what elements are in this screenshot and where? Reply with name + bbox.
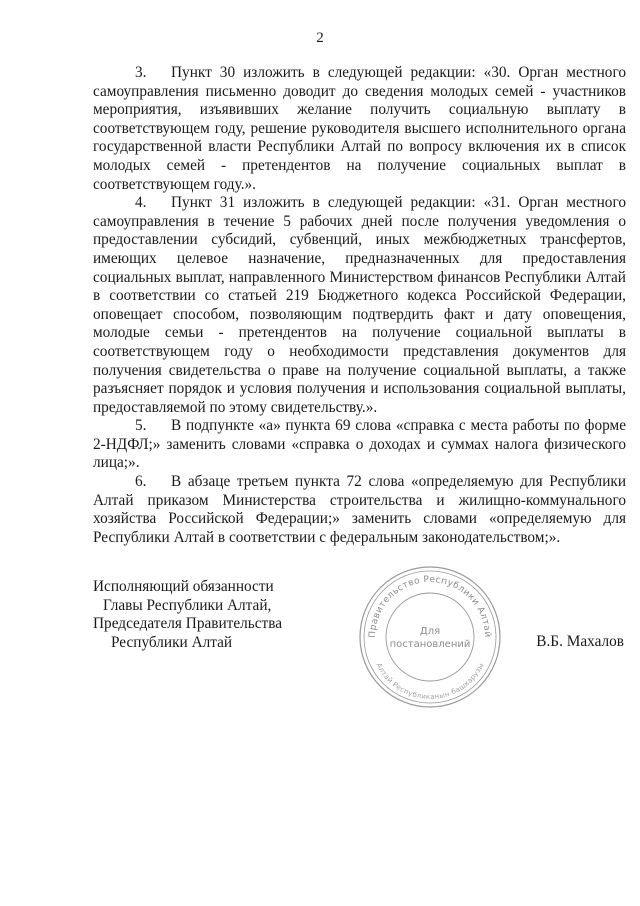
list-item xyxy=(93,473,626,547)
stamp-center-line: Для xyxy=(419,626,441,637)
signer-name: В.Б. Махалов xyxy=(536,633,624,650)
item-number: 6. xyxy=(135,473,147,491)
item-text: В подпункте «а» пункта 69 слова «справка с места работы по форме 2-НДФЛ;» заменить словами «справка о доходах и суммах налога физического лица;». xyxy=(93,417,626,472)
list-item xyxy=(93,194,626,417)
signature-block xyxy=(93,578,282,652)
item-text: Пункт 30 изложить в следующей редакции: «30. Орган местного самоуправления письменно доводит до сведения молодых семей - участников мероприятия, изъявивших желание получить социальную выплату в соответствующем году, решение руководителя высшего исполнительного органа государственной власти Республики Алтай по вопросу включения их в список молодых семей - претендентов на получение социальных выплат в соответствующем году.». xyxy=(93,64,626,193)
item-number: 3. xyxy=(135,64,147,81)
signer-position-line: Исполняющий обязанности xyxy=(93,578,274,595)
item-text: Пункт 31 изложить в следующей редакции: «31. Орган местного самоуправления в течение 5 рабочих дней после получения уведомления о предоставлении субсидий, субвенций, иных межбюджетных трансфертов, имеющих целевое назначение, предназначенных для предоставления социальных выплат, направленного Министерством финансов Республики Алтай в соответствии со статьей 219 Бюджетного кодекса Российской Федерации, оповещает способом, позволяющим подтвердить факт и дату оповещения, молодые семьи - претендентов на получение социальной выплаты в соответствующем году о необходимости представления документов для получения свидетельства о праве на получение социальной выплаты, а также разъясняет порядок и условия получения и использования социальной выплаты, предоставляемой по этому свидетельству.». xyxy=(93,194,626,416)
item-number: 4. xyxy=(135,194,147,212)
signer-position-line: Главы Республики Алтай, xyxy=(103,596,272,614)
page-number: 2 xyxy=(316,30,324,46)
signer-position-line: Республики Алтай xyxy=(111,633,233,651)
signer-position-line: Председателя Правительства xyxy=(93,615,283,633)
stamp-lower-text: Алтай Республиканын башкарузы xyxy=(374,661,486,702)
stamp-outer-text: Правительство Республики Алтай xyxy=(367,574,493,638)
document-body xyxy=(93,64,626,547)
list-item xyxy=(93,417,626,473)
list-item xyxy=(93,64,626,194)
stamp-center-line: постановлений xyxy=(389,639,471,650)
item-text: В абзаце третьем пункта 72 слова «определяемую для Республики Алтай приказом Министерства строительства и жилищно-коммунального хозяйства Российской Федерации;» заменить словами «определяемую для Республики Алтай в соответствии с федеральным законодательством;». xyxy=(93,473,626,546)
item-number: 5. xyxy=(135,417,147,435)
official-stamp xyxy=(355,562,505,712)
